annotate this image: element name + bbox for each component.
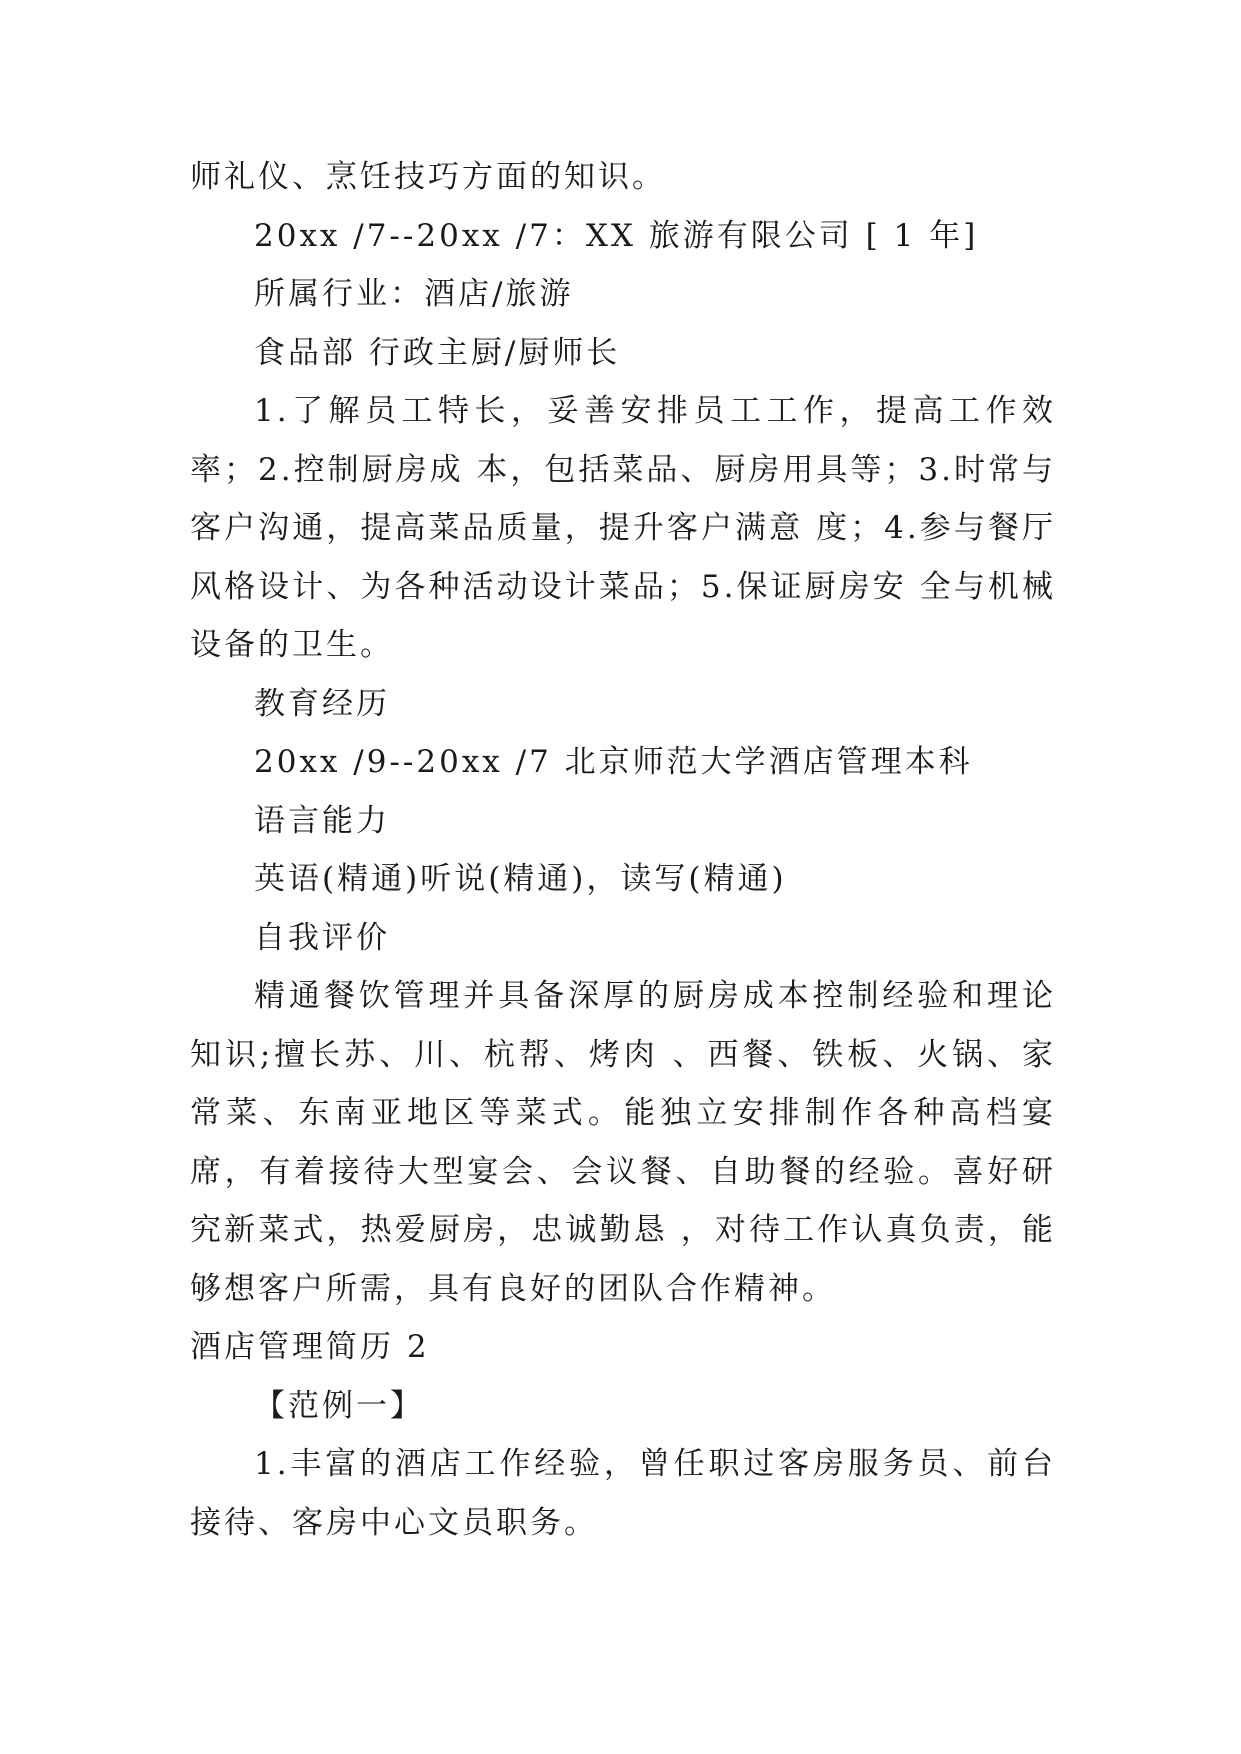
education-line: 20xx /9--20xx /7 北京师范大学酒店管理本科 [254,744,973,780]
work-period-line: 20xx /7--20xx /7：XX 旅游有限公司 [ 1 年] [254,217,979,254]
document-body [190,148,1056,1552]
section-heading-self-evaluation: 自我评价 [254,919,390,956]
section-heading-education: 教育经历 [254,685,390,722]
language-line: 英语(精通)听说(精通)，读写(精通) [254,861,787,897]
paragraph-continuation: 师礼仪、烹饪技巧方面的知识。 [190,159,666,195]
example-heading: 【范例一】 [254,1387,424,1424]
section-heading-language: 语言能力 [254,802,390,839]
job-duties-paragraph: 1.了解员工特长，妥善安排员工工作，提高工作效率；2.控制厨房成 本，包括菜品、厨房用具等；3.时常与客户沟通，提高菜品质量，提升客户满意 度；4.参与餐厅风格设计、为各种活动设计菜品；5.保证厨房安 全与机械设备的卫生。 [190,393,1057,663]
experience-paragraph: 1.丰富的酒店工作经验，曾任职过客房服务员、前台接待、客房中心文员职务。 [190,1446,1056,1541]
self-evaluation-paragraph: 精通餐饮管理并具备深厚的厨房成本控制经验和理论知识;擅长苏、川、杭帮、烤肉 、西餐、铁板、火锅、家常菜、东南亚地区等菜式。能独立安排制作各种高档宴席，有着接待大型宴会、会议餐、自助餐的经验。喜好研究新菜式，热爱厨房，忠诚勤恳 ，对待工作认真负责，能够想客户所需，具有良好的团队合作精神。 [190,978,1056,1307]
position-line: 食品部 行政主厨/厨师长 [254,334,621,371]
resume-title: 酒店管理简历 2 [190,1329,430,1365]
industry-line: 所属行业：酒店/旅游 [254,276,574,312]
